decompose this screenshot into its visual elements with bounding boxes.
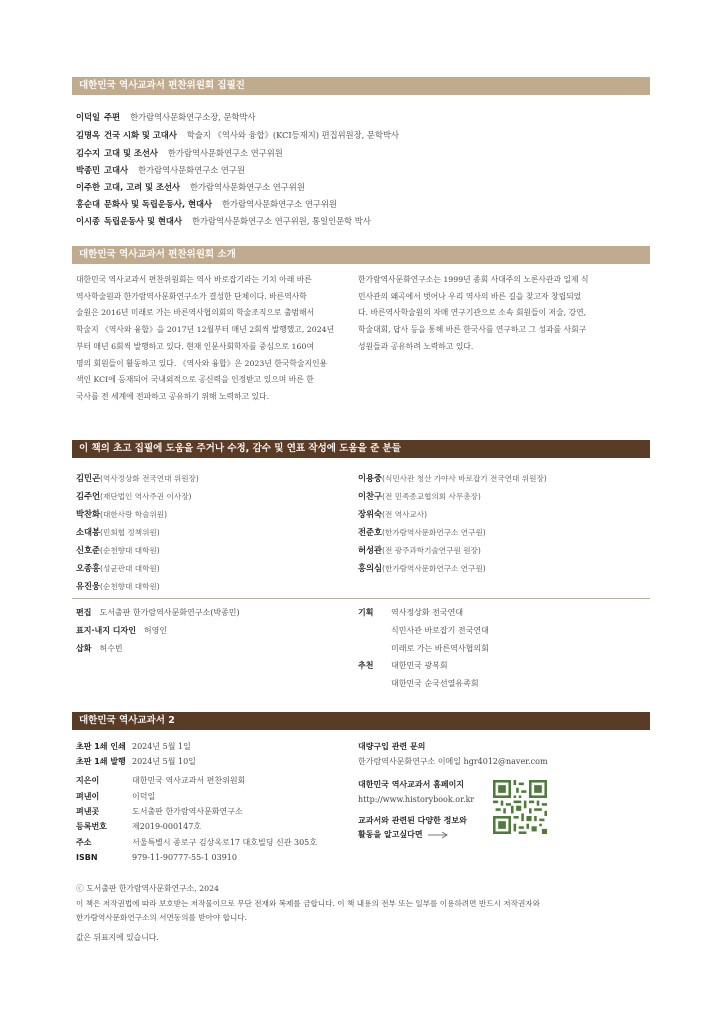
credit-row: 삽화 허수빈: [76, 644, 123, 653]
helper-item: 허성관(전 광주과학기술연구원 원장): [358, 545, 481, 555]
credit-row: 편집 도서출판 한가람역사문화연구소(박종민): [76, 608, 240, 617]
pub-row: ISBN 979-11-90777-55-1 03910: [76, 853, 237, 862]
helper-item: 전준호(한가람역사문화연구소 연구원): [358, 527, 486, 537]
intro-right-paragraph: 한가람역사문화연구소는 1999년 종회 사대주의 노론사관과 일제 식 민사관의 왜곡에서 벗어나 우리 역사의 바른 길을 찾고자 창립되었 다. 바른역사학술원의 자매 연구기관으로 소속 회원들이 저술, 강연, 학술대회, 답사 등을 통해 바른 한국사를 연구하고 그 성과를 사회구 성원들과 공유하려 노력하고 있다.: [358, 275, 589, 351]
pub-row: 등록번호 제2019-000147호: [76, 822, 202, 831]
pub-row: 지은이 대한민국 역사교과서 편찬위원회: [76, 776, 246, 785]
helper-item: 박찬화(대한사랑 학술위원): [76, 509, 168, 519]
qr-code-icon[interactable]: [493, 780, 547, 834]
section-title-book: 대한민국 역사교과서 2: [72, 712, 650, 730]
writer-row: 이시종 독립운동사 및 현대사 한가람역사문화연구소 연구위원, 통일인문학 박사: [76, 216, 371, 226]
helper-item: 오종홍(성균관대 대학원): [76, 563, 160, 573]
helper-item: 유진웅(순천향대 대학원): [76, 581, 160, 591]
price-note: 값은 뒤표지에 있습니다.: [76, 933, 159, 942]
copyright-notice: 이 책은 저작권법에 따라 보호받는 저작물이므로 무단 전재와 복제를 금합니다. 이 책 내용의 전부 또는 일부를 이용하려면 반드시 저작권자와 한가람역사문화연구소의 서면동의를 받아야 합니다.: [76, 899, 540, 922]
print-row: 초판 1쇄 발행 2024년 5월 10일: [76, 757, 196, 766]
plan-item: 미래로 가는 바른역사협의회: [391, 644, 489, 653]
arrow-right-icon: [427, 831, 449, 839]
section-divider: [72, 598, 650, 599]
credit-label-plan: 기획: [358, 608, 374, 617]
writer-row: 김수지 고대 및 조선사 한가람역사문화연구소 연구위원: [76, 148, 283, 158]
writer-row: 이주한 고대, 고려 및 조선사 한가람역사문화연구소 연구위원: [76, 182, 305, 192]
helper-item: 장위숙(전 역사교사): [358, 509, 428, 519]
section-title-writers: 대한민국 역사교과서 편찬위원회 집필진: [72, 77, 650, 95]
section-title-helpers: 이 책의 초고 집필에 도움을 주거나 수정, 감수 및 연표 작성에 도움을 준 분들: [72, 440, 650, 458]
helper-item: 소대봉(민회협 정책위원): [76, 527, 160, 537]
credit-label-recommend: 추천: [358, 661, 374, 670]
print-row: 초판 1쇄 인쇄 2024년 5월 1일: [76, 742, 191, 751]
copyright: ⓒ 도서출판 한가람역사문화연구소, 2024: [76, 884, 219, 893]
recommend-item: 대한민국 순국선열유족회: [391, 679, 479, 688]
bulk-inquiry-contact: 한가람역사문화연구소 이메일 hgr4012@naver.com: [358, 757, 548, 766]
pub-row: 펴낸이 이덕일: [76, 792, 156, 801]
intro-left-paragraph: 대한민국 역사교과서 편찬위원회는 역사 바로잡기라는 기치 아래 바른 역사학술원과 한가람역사문화연구소가 결성한 단체이다. 바른역사학 술원은 2016년 미래로 가는 바른역사협의회의 학술조직으로 출범해서 학술지 《역사와 융합》을 2017년 12월부터 매년 2회씩 발행했고, 2024년 부터 매년 6회씩 발행하고 있다. 현재 인문사회학자를 중심으로 160여 명의 회원들이 활동하고 있다. 《역사와 융합》은 2023년 한국학술지인용 색인 KCI에 등재되어 국내외적으로 공신력을 인정받고 있으며 바른 한 국사를 전 세계에 전파하고 공유하기 위해 노력하고 있다.: [76, 275, 335, 401]
section-title-intro: 대한민국 역사교과서 편찬위원회 소개: [72, 246, 650, 264]
helper-item: 김주언(재단법인 역사주권 이사장): [76, 491, 192, 501]
homepage-link[interactable]: http://www.historybook.or.kr: [358, 795, 475, 804]
writer-row: 이덕일 주편 한가람역사문화연구소장, 문학박사: [76, 112, 256, 122]
helper-item: 이용중(식민사관 청산 가야사 바로잡기 전국연대 위원장): [358, 473, 547, 483]
helper-item: 김민곤(역사정상화 전국연대 위원장): [76, 473, 199, 483]
pub-row: 주소 서울특별시 종로구 김상옥로17 대호빌딩 신관 305호: [76, 838, 317, 847]
qr-caption: 교과서와 관련된 다양한 정보와: [358, 816, 467, 825]
writer-row: 박종민 고대사 한가람역사문화연구소 연구원: [76, 165, 245, 175]
homepage-title: 대한민국 역사교과서 홈페이지: [358, 780, 465, 789]
helper-item: 홍의심(한가람역사문화연구소 연구원): [358, 563, 486, 573]
writer-row: 홍순대 문화사 및 독립운동사, 현대사 한가람역사문화연구소 연구위원: [76, 199, 337, 209]
recommend-item: 대한민국 광복회: [391, 661, 448, 670]
qr-caption-line2: 활동을 알고싶다면: [358, 829, 449, 840]
writer-row: 김명옥 건국 시화 및 고대사 학술지 《역사와 융합》(KCI등재지) 편집위원장, 문학박사: [76, 130, 399, 140]
bulk-inquiry-title: 대량구입 관련 문의: [358, 742, 426, 751]
helper-item: 이찬구(전 민족종교협의회 사무총장): [358, 491, 481, 501]
plan-item: 역사정상화 전국연대: [391, 608, 464, 617]
pub-row: 펴낸곳 도서출판 한가람역사문화연구소: [76, 807, 243, 816]
credit-row: 표지·내지 디자인 허영인: [76, 626, 168, 635]
helper-item: 신호준(순천향대 대학원): [76, 545, 160, 555]
plan-item: 식민사관 바로잡기 전국연대: [391, 626, 489, 635]
